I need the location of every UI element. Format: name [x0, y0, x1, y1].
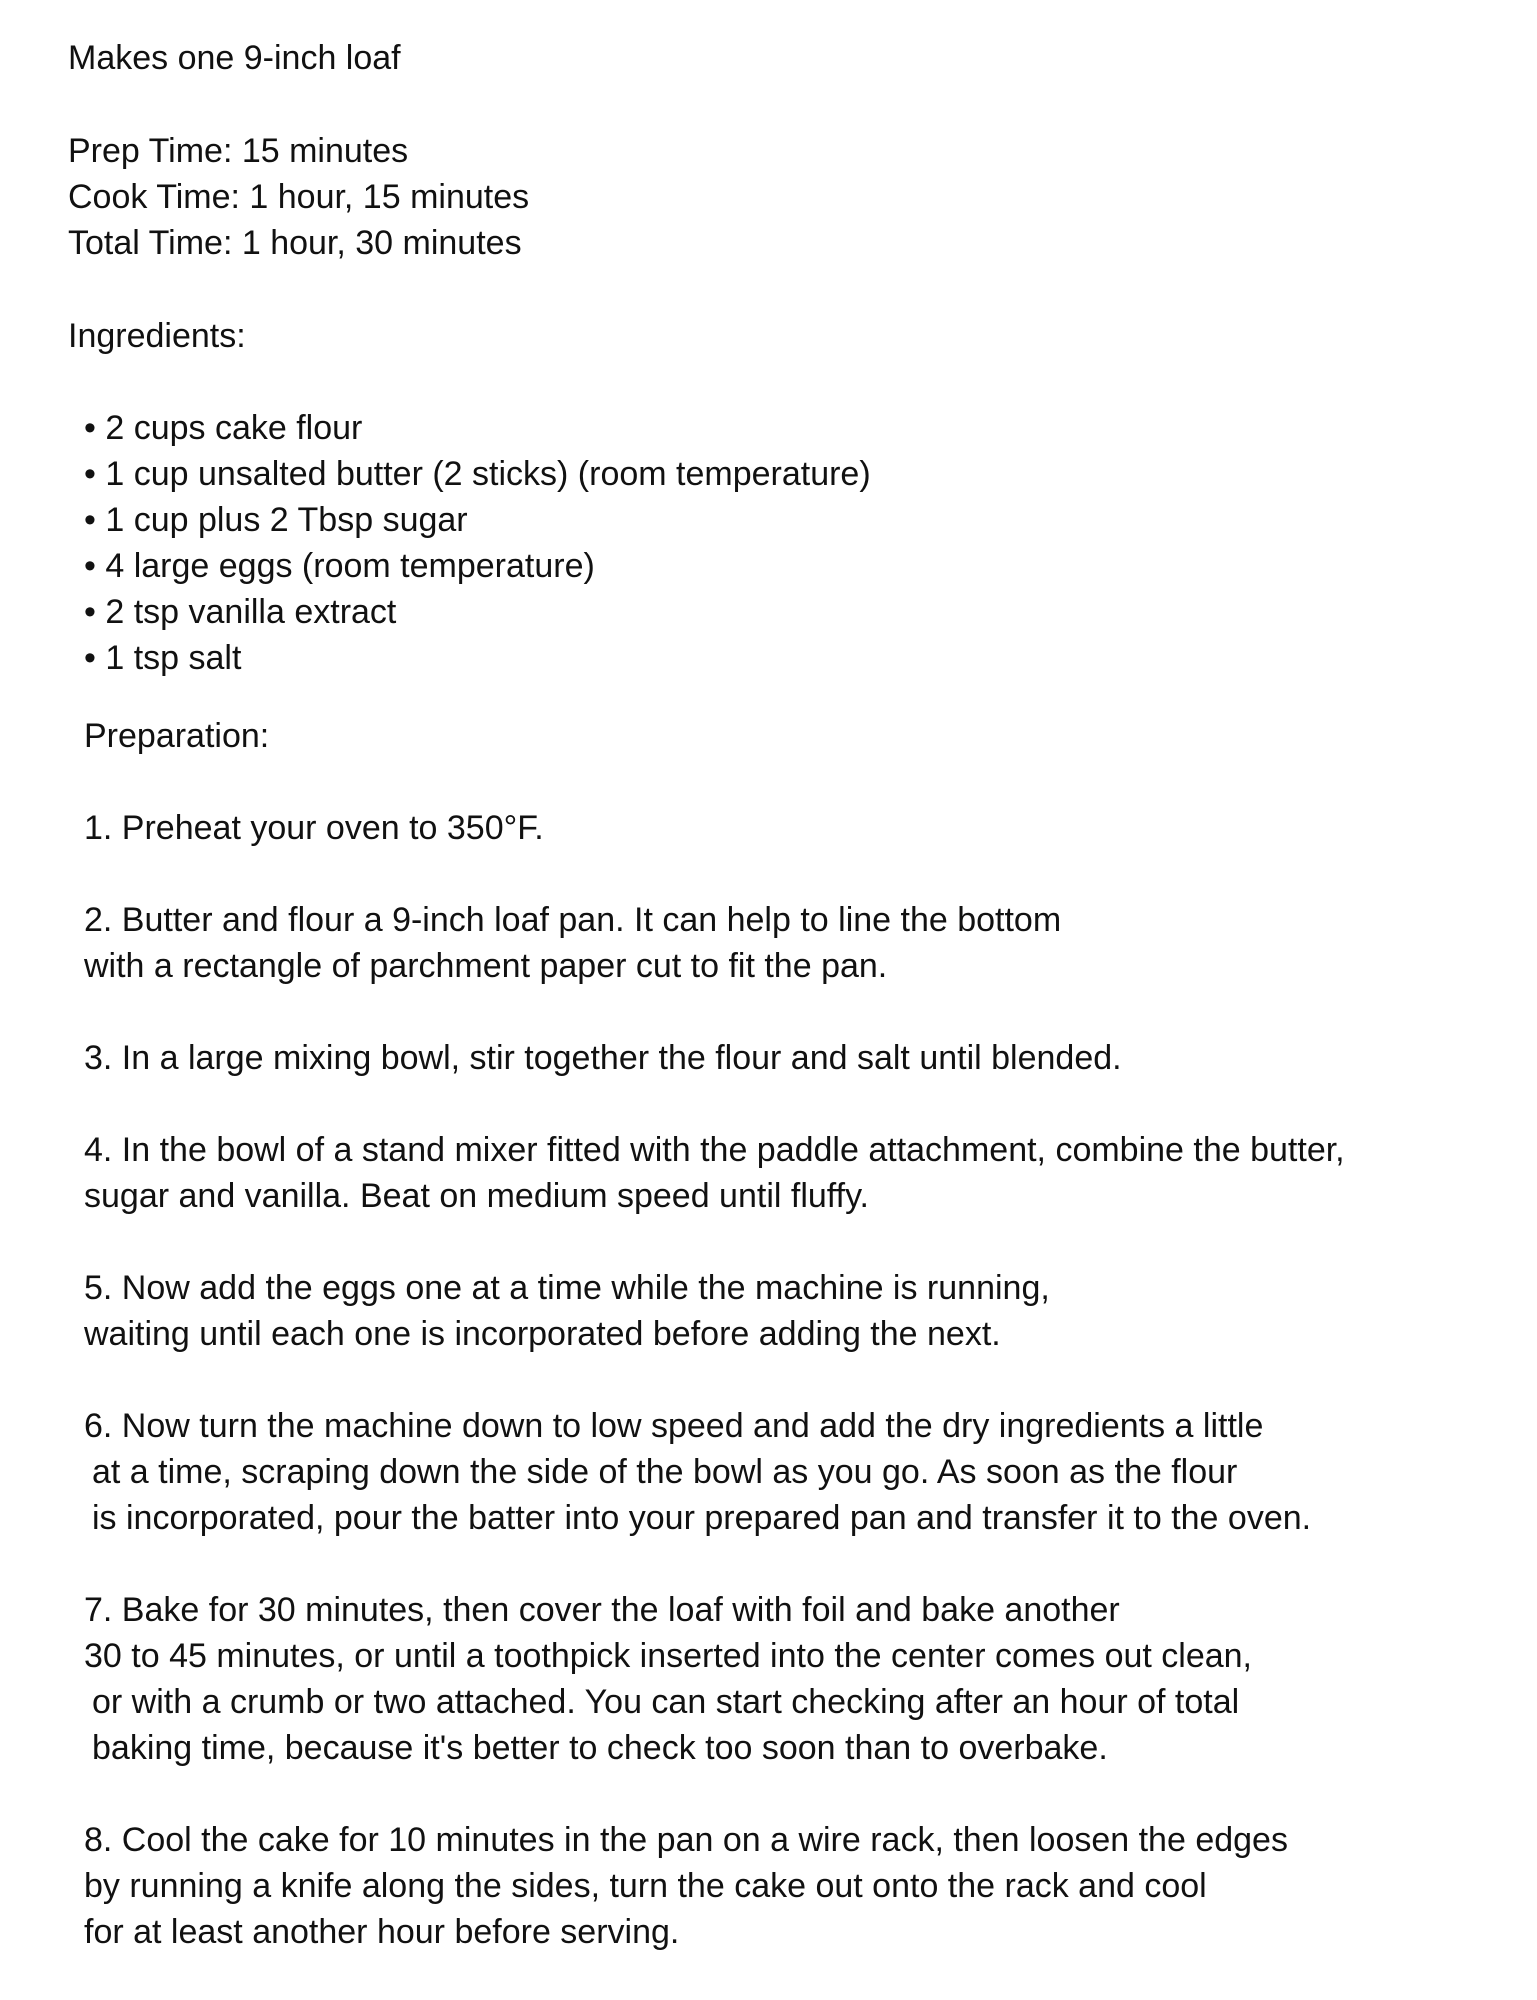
- ingredients-heading-text: Ingredients:: [68, 317, 246, 355]
- step-line: 2. Butter and flour a 9-inch loaf pan. It can help to line the bottom: [84, 901, 1062, 939]
- step-line: or with a crumb or two attached. You can start checking after an hour of total: [92, 1683, 1240, 1721]
- step-4: [84, 1127, 1345, 1219]
- step-line: sugar and vanilla. Beat on medium speed until fluffy.: [84, 1177, 869, 1215]
- step-line: by running a knife along the sides, turn the cake out onto the rack and cool: [84, 1867, 1207, 1905]
- step-1: [84, 805, 544, 851]
- ingredient-item: • 4 large eggs (room temperature): [84, 547, 595, 585]
- step-6: [84, 1403, 1311, 1541]
- step-line: 3. In a large mixing bowl, stir together the flour and salt until blended.: [84, 1039, 1122, 1077]
- ingredient-item: • 2 tsp vanilla extract: [84, 593, 397, 631]
- step-7: [84, 1587, 1252, 1771]
- step-2: [84, 897, 1061, 989]
- total-time: Total Time: 1 hour, 30 minutes: [68, 224, 522, 262]
- ingredient-item: • 1 cup plus 2 Tbsp sugar: [84, 501, 468, 539]
- step-3: [84, 1035, 1122, 1081]
- step-line: 4. In the bowl of a stand mixer fitted with the paddle attachment, combine the butter,: [84, 1131, 1345, 1169]
- ingredient-item: • 2 cups cake flour: [84, 409, 363, 447]
- step-line: for at least another hour before serving.: [84, 1913, 680, 1951]
- step-line: waiting until each one is incorporated before adding the next.: [84, 1315, 1001, 1353]
- step-line: 6. Now turn the machine down to low speed and add the dry ingredients a little: [84, 1407, 1264, 1445]
- preparation-heading-text: Preparation:: [84, 717, 270, 755]
- step-line: 8. Cool the cake for 10 minutes in the pan on a wire rack, then loosen the edges: [84, 1821, 1288, 1859]
- step-line: at a time, scraping down the side of the bowl as you go. As soon as the flour: [92, 1453, 1238, 1491]
- ingredients-list: [68, 405, 871, 681]
- step-line: 5. Now add the eggs one at a time while the machine is running,: [84, 1269, 1050, 1307]
- ingredient-item: • 1 cup unsalted butter (2 sticks) (room temperature): [84, 455, 871, 493]
- step-line: is incorporated, pour the batter into your prepared pan and transfer it to the oven.: [92, 1499, 1312, 1537]
- step-line: 1. Preheat your oven to 350°F.: [84, 809, 544, 847]
- prep-time: Prep Time: 15 minutes: [68, 132, 409, 170]
- step-5: [84, 1265, 1050, 1357]
- step-8: [84, 1817, 1288, 1955]
- ingredient-item: • 1 tsp salt: [84, 639, 242, 677]
- cook-time: Cook Time: 1 hour, 15 minutes: [68, 178, 530, 216]
- ingredients-heading: [68, 313, 246, 359]
- yield-text: Makes one 9-inch loaf: [68, 39, 401, 77]
- step-line: 7. Bake for 30 minutes, then cover the loaf with foil and bake another: [84, 1591, 1120, 1629]
- recipe-times: [68, 128, 529, 266]
- step-line: baking time, because it's better to check too soon than to overbake.: [92, 1729, 1108, 1767]
- step-line: 30 to 45 minutes, or until a toothpick inserted into the center comes out clean,: [84, 1637, 1253, 1675]
- recipe-yield: [68, 35, 401, 81]
- preparation-heading: [84, 713, 269, 759]
- step-line: with a rectangle of parchment paper cut to fit the pan.: [84, 947, 888, 985]
